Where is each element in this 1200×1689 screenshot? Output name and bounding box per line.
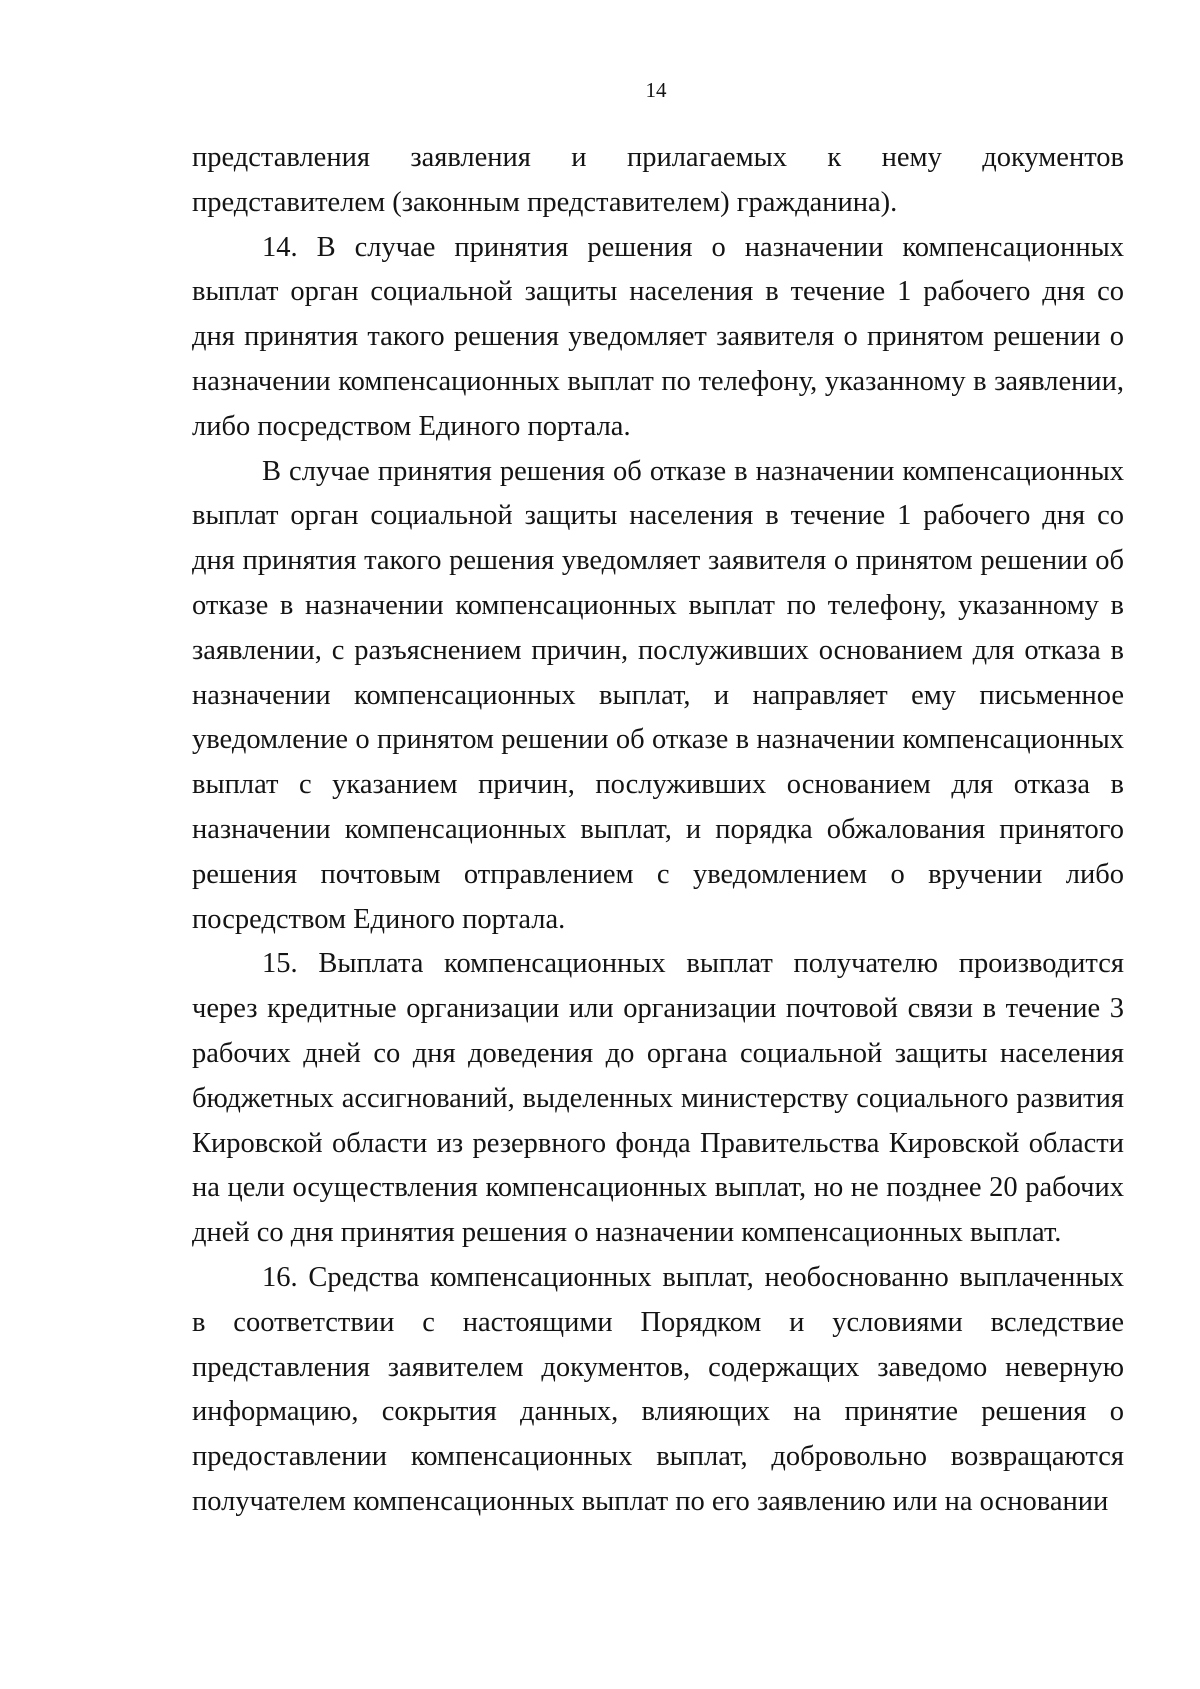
paragraph-continuation: представления заявления и прилагаемых к нему документов представителем (законным представителем) гражданина). (192, 142, 1124, 218)
page-number: 14 (645, 78, 667, 102)
paragraph-item-16: 16. Средства компенсационных выплат, необоснованно выплаченных в соответствии с настоящими Порядком и условиями вследствие представления заявителем документов, содержащих заведомо неверную информацию, сокрытия данных, влияющих на принятие решения о предоставлении компенсационных выплат, добровольно возвращаются получателем компенсационных выплат по его заявлению или на основании (192, 1261, 1124, 1517)
paragraph-item-15: 15. Выплата компенсационных выплат получателю производится через кредитные организации или организации почтовой связи в течение 3 рабочих дней со дня доведения до органа социальной защиты населения бюджетных ассигнований, выделенных министерству социального развития Кировской области из резервного фонда Правительства Кировской области на цели осуществления компенсационных выплат, но не позднее 20 рабочих дней со дня принятия решения о назначении компенсационных выплат. (192, 948, 1124, 1249)
paragraph-item-14-refusal: В случае принятия решения об отказе в назначении компенсационных выплат орган социальной защиты населения в течение 1 рабочего дня со дня принятия такого решения уведомляет заявителя о принятом решении об отказе в назначении компенсационных выплат по телефону, указанному в заявлении, с разъяснением причин, послуживших основанием для отказа в назначении компенсационных выплат, и направляет ему письменное уведомление о принятом решении об отказе в назначении компенсационных выплат с указанием причин, послуживших основанием для отказа в назначении компенсационных выплат, и порядка обжалования принятого решения почтовым отправлением с уведомлением о вручении либо посредством Единого портала. (192, 455, 1124, 935)
document-body (192, 136, 1124, 1525)
paragraph-item-14: 14. В случае принятия решения о назначении компенсационных выплат орган социальной защиты населения в течение 1 рабочего дня со дня принятия такого решения уведомляет заявителя о принятом решении о назначении компенсационных выплат по телефону, указанному в заявлении, либо посредством Единого портала. (192, 231, 1124, 442)
